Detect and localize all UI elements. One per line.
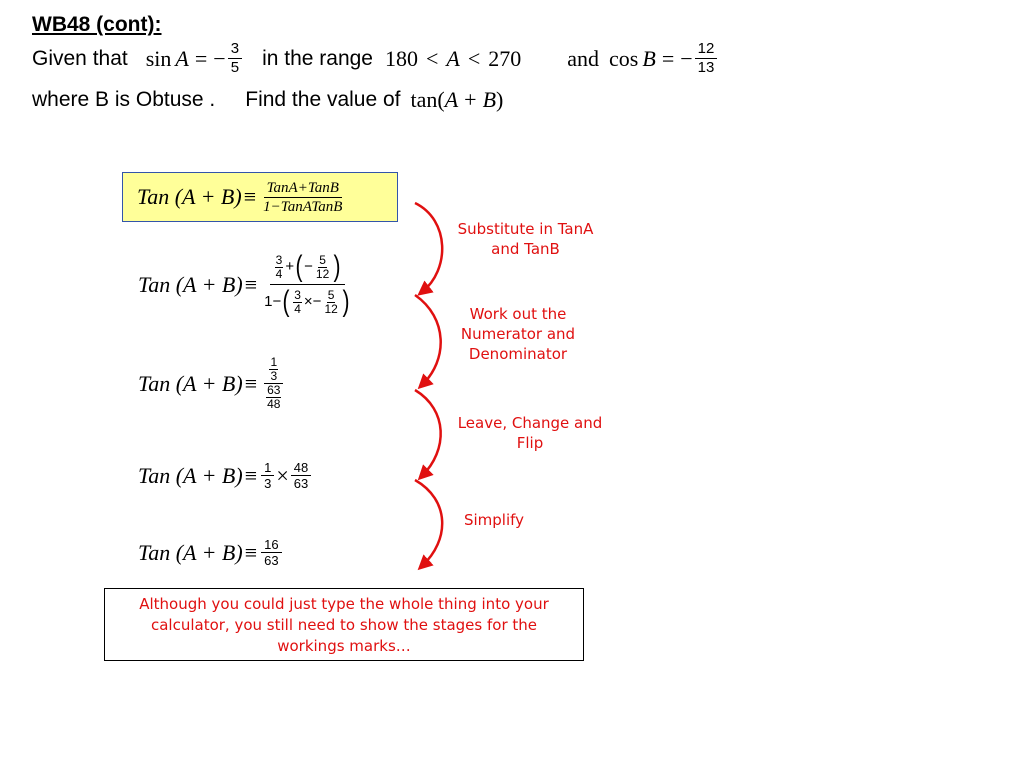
step2-lhs: Tan (A + B) (138, 271, 243, 297)
var-b: B (642, 45, 656, 71)
step5-num: 16 (261, 537, 281, 553)
sin-label: sin (145, 45, 172, 71)
step2-n1-num: 3 (275, 252, 283, 267)
step4-lhs: Tan (A + B) (138, 462, 243, 488)
minus-sign: − (213, 45, 226, 71)
step4-b-den: 63 (293, 476, 309, 491)
arrow-3 (415, 390, 441, 476)
step3-inner-num: 1 (270, 355, 278, 369)
step2-times: ×− (303, 293, 322, 310)
tan-var-a: A (444, 87, 459, 112)
step1-numerator: TanA+TanB (264, 179, 342, 198)
step2-d1-den: 4 (294, 301, 301, 316)
arrow-1 (415, 203, 442, 292)
tan-close: ) (496, 87, 504, 112)
step3-equiv: ≡ (244, 370, 258, 396)
equals-sign-2: = (661, 45, 675, 71)
cos-label: cos (609, 45, 639, 71)
given-text: Given that (32, 46, 128, 70)
less-than-2: < (467, 45, 481, 71)
range-text: in the range (262, 46, 373, 70)
step2-n2-num: 5 (319, 252, 326, 267)
step3-outer-num: 63 (267, 383, 281, 397)
cos-numerator: 12 (695, 40, 718, 59)
var-a: A (175, 45, 189, 71)
step2-n1-den: 4 (275, 266, 283, 281)
tan-plus: + (464, 87, 477, 112)
range-low: 180 (384, 45, 418, 71)
step2-equiv: ≡ (244, 271, 258, 297)
step4-times: × (276, 462, 289, 488)
step2-numerator: $\frac{3}{4}$ + ( − $\frac{5}{12}$ ) (270, 252, 346, 285)
and-text: and (567, 45, 600, 71)
step4-equiv: ≡ (244, 462, 258, 488)
step1-denominator: 1−TanATanB (263, 198, 343, 215)
range-high: 270 (488, 45, 522, 71)
note-simplify: Simplify (463, 511, 525, 529)
step2-denominator: 1− ( $\frac{3}{4}$ ×− $\frac{5}{12}$ ) (264, 285, 350, 318)
slide-title: WB48 (cont): (32, 13, 162, 36)
step3-outer-den: 48 (267, 397, 281, 411)
footnote-box: Although you could just type the whole thing into your calculator, you still need to show the stages for the workings marks… (104, 588, 584, 661)
step2-d1-num: 3 (294, 287, 301, 302)
step5-den: 63 (264, 553, 279, 568)
sin-denominator: 5 (230, 59, 240, 76)
cos-denominator: 13 (697, 59, 715, 76)
step3-lhs: Tan (A + B) (138, 370, 243, 396)
where-text: where B is Obtuse . (32, 88, 216, 111)
less-than-1: < (425, 45, 439, 71)
step4-a-num: 1 (261, 460, 274, 476)
equals-sign: = (194, 45, 208, 71)
note-substitute: Substitute in TanA and TanB (457, 220, 594, 258)
step3-inner-den: 3 (270, 369, 278, 383)
tan-expr: tan( (410, 87, 445, 112)
tan-var-b: B (482, 87, 497, 112)
step4-b-num: 48 (291, 460, 311, 476)
minus-sign-2: − (680, 45, 693, 71)
range-var-a: A (446, 45, 460, 71)
step2-d2-num: 5 (327, 287, 335, 302)
step2-plus: + (285, 258, 295, 275)
arrow-2 (415, 295, 441, 385)
sin-numerator: 3 (228, 40, 242, 59)
note-work-out: Work out the Numerator and Denominator (460, 305, 576, 363)
arrow-4 (415, 480, 442, 566)
step4-a-den: 3 (264, 476, 272, 491)
step2-d2-den: 12 (324, 301, 338, 316)
find-text: Find the value of (245, 88, 401, 111)
step2-one: 1− (264, 293, 282, 310)
step5-equiv: ≡ (244, 539, 258, 565)
step1-equiv: ≡ (243, 184, 257, 209)
step5-lhs: Tan (A + B) (138, 539, 243, 565)
note-leave-change-flip: Leave, Change and Flip (457, 414, 603, 452)
step2-minus: − (304, 258, 313, 275)
step2-n2-den: 12 (315, 266, 330, 281)
step1-lhs: Tan (A + B) (137, 184, 242, 209)
